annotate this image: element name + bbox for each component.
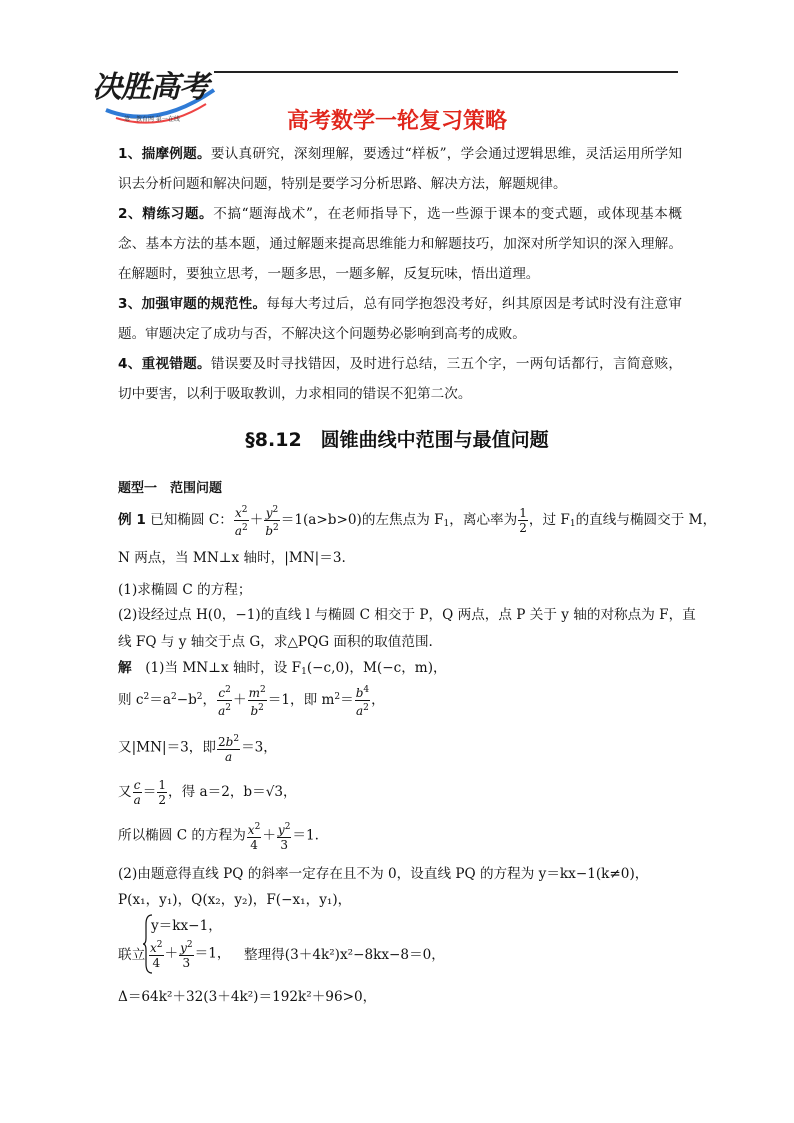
- fraction: $\frac{x^2}{4}$: [247, 822, 261, 852]
- system-result: 整理得(3＋4k²)x²−8kx−8＝0，: [244, 947, 445, 963]
- text: (1)当 MN⊥x 轴时，设 F: [145, 660, 302, 676]
- fraction: $\frac{b^4}{a^2}$: [355, 685, 370, 718]
- question-1: (1)求椭圆 C 的方程；: [118, 582, 252, 598]
- text: 则 c: [118, 692, 144, 708]
- text: ＝1(a>b>0)的左焦点为 F: [280, 512, 444, 528]
- text: ，得 a＝2，b＝: [167, 784, 266, 800]
- solution-line-5: 所以椭圆 C 的方程为 $\frac{x^2}{4}$ ＋ $\frac{y^2}{3}$ ＝1.: [118, 822, 319, 852]
- question-2a: (2)设经过点 H(0，−1)的直线 l 与椭圆 C 相交于 P，Q 两点，点 P 关于 y 轴的对称点为 F，直: [118, 607, 696, 623]
- strategy-block: [118, 139, 682, 409]
- solution-line-7: P(x₁，y₁)，Q(x₂，y₂)，F(−x₁，y₁)，: [118, 892, 352, 908]
- text: ，过 F: [528, 512, 570, 528]
- system-eq-1: y＝kx−1，: [151, 918, 222, 934]
- strategy-body: 每每大考过后，总有同学抱怨没考好，纠其原因是考试时没有注意审题。审题决定了成功与否，不解决这个问题势必影响到高考的成败。: [118, 296, 683, 342]
- solution-label: 解: [118, 660, 132, 676]
- strategy-item-4: [118, 349, 682, 409]
- fraction: $\frac{2b^2}{a}$: [218, 734, 240, 764]
- fraction: $\frac{m^2}{b^2}$: [248, 685, 266, 718]
- fraction: $\frac{1}{2}$: [519, 506, 527, 535]
- strategy-head: 3、加强审题的规范性。: [118, 296, 267, 312]
- strategy-item-2: [118, 199, 682, 289]
- question-2b: 线 FQ 与 y 轴交于点 G，求△PQG 面积的取值范围.: [118, 634, 433, 650]
- solution-line-1: 解 (1)当 MN⊥x 轴时，设 $F_1(-c,0)$，M(−c，m)，: [118, 660, 447, 677]
- section-title: §8.12 圆锥曲线中范围与最值问题: [245, 429, 549, 451]
- header-rule: [214, 71, 678, 73]
- system-eq-2: $\frac{x^2}{4}$ ＋ $\frac{y^2}{3}$ ＝1，: [150, 940, 231, 970]
- text: ，: [371, 692, 385, 708]
- text: ，离心率为: [449, 512, 518, 528]
- solution-line-4: 又 $\frac{c}{a}$ ＝ $\frac{1}{2}$ ，得 a＝2，b＝√3，: [118, 778, 297, 807]
- text: 又|MN|＝3，即: [118, 739, 216, 756]
- fraction: $\frac{y^2}{3}$: [180, 940, 193, 970]
- text: ＝3，: [241, 739, 277, 756]
- example-label: 例 1: [118, 512, 146, 528]
- text: 的直线与椭圆交于 M，: [575, 512, 717, 528]
- text: −b: [176, 692, 197, 708]
- text: 又: [118, 784, 132, 800]
- text: 3，: [274, 784, 297, 800]
- strategy-head: 2、精练习题。: [118, 206, 214, 222]
- text: ＝a: [149, 692, 171, 708]
- text: ＝1，: [194, 945, 231, 962]
- text: 已知椭圆 C：: [150, 512, 233, 528]
- logo-subtext: 第一教育网 第一在线: [124, 116, 180, 123]
- text: ＝: [340, 692, 354, 708]
- page-title: 高考数学一轮复习策略: [286, 109, 507, 134]
- fraction: $\frac{y^2}{3}$: [277, 822, 291, 852]
- solution-line-9: Δ＝64k²＋32(3＋4k²)＝192k²＋96>0，: [118, 989, 377, 1005]
- text: ＝1，即 m: [267, 692, 335, 708]
- fraction: $\frac{c}{a}$: [133, 778, 141, 807]
- fraction: $\frac{1}{2}$: [158, 778, 166, 807]
- example-line-1: 例 1 已知椭圆 C： $\frac{x^2}{a^2}$ ＋ $\frac{y^2}{b^2}$ ＝1(a>b>0)的左焦点为 $F_1$，离心率为 $\frac{1}{2}$ ，过 $F_1$的直线与椭圆交于 M，: [118, 505, 717, 538]
- type-label: 题型一 范围问题: [118, 481, 223, 496]
- strategy-body: 错误要及时寻找错因，及时进行总结，三五个字，一两句话都行，言简意赅，切中要害，以利于吸取教训，力求相同的错误不犯第二次。: [118, 356, 683, 402]
- strategy-head: 1、揣摩例题。: [118, 146, 211, 162]
- strategy-item-3: [118, 289, 682, 349]
- fraction: $\frac{x^2}{a^2}$: [234, 505, 248, 538]
- system-label: 联立: [118, 947, 146, 963]
- strategy-item-1: [118, 139, 682, 199]
- strategy-body: 不搞“题海战术”，在老师指导下，选一些源于课本的变式题，或体现基本概念、基本方法的基本题，通过解题来提高思维能力和解题技巧，加深对所学知识的深入理解。在解题时，要独立思考，一题多思，一题多解，反复玩味，悟出道理。: [118, 206, 682, 282]
- example-line-2: N 两点，当 MN⊥x 轴时，|MN|＝3.: [118, 550, 346, 566]
- text: 所以椭圆 C 的方程为: [118, 827, 246, 844]
- text: ，: [202, 692, 217, 708]
- solution-line-3: [118, 732, 277, 764]
- text: ＝1.: [292, 827, 319, 844]
- solution-line-2: 则 $c^2=a^2-b^2$， $\frac{c^2}{a^2}$ ＋ $\frac{m^2}{b^2}$ ＝1，即 $m^2=$ $\frac{b^4}{a^2}$ ，: [118, 685, 385, 718]
- strategy-body: 要认真研究，深刻理解，要透过“样板”，学会通过逻辑思维，灵活运用所学知识去分析问题和解决问题，特别是要学习分析思路、解决方法，解题规律。: [118, 146, 682, 192]
- solution-line-6: (2)由题意得直线 PQ 的斜率一定存在且不为 0，设直线 PQ 的方程为 y＝kx−1(k≠0)，: [118, 866, 649, 882]
- fraction: $\frac{c^2}{a^2}$: [218, 685, 232, 718]
- logo-text: 决胜高考: [92, 70, 208, 105]
- fraction: $\frac{x^2}{4}$: [150, 940, 163, 970]
- text: (−c,0)，M(−c，m)，: [306, 660, 447, 676]
- fraction: $\frac{y^2}{b^2}$: [265, 505, 279, 538]
- strategy-head: 4、重视错题。: [118, 356, 211, 372]
